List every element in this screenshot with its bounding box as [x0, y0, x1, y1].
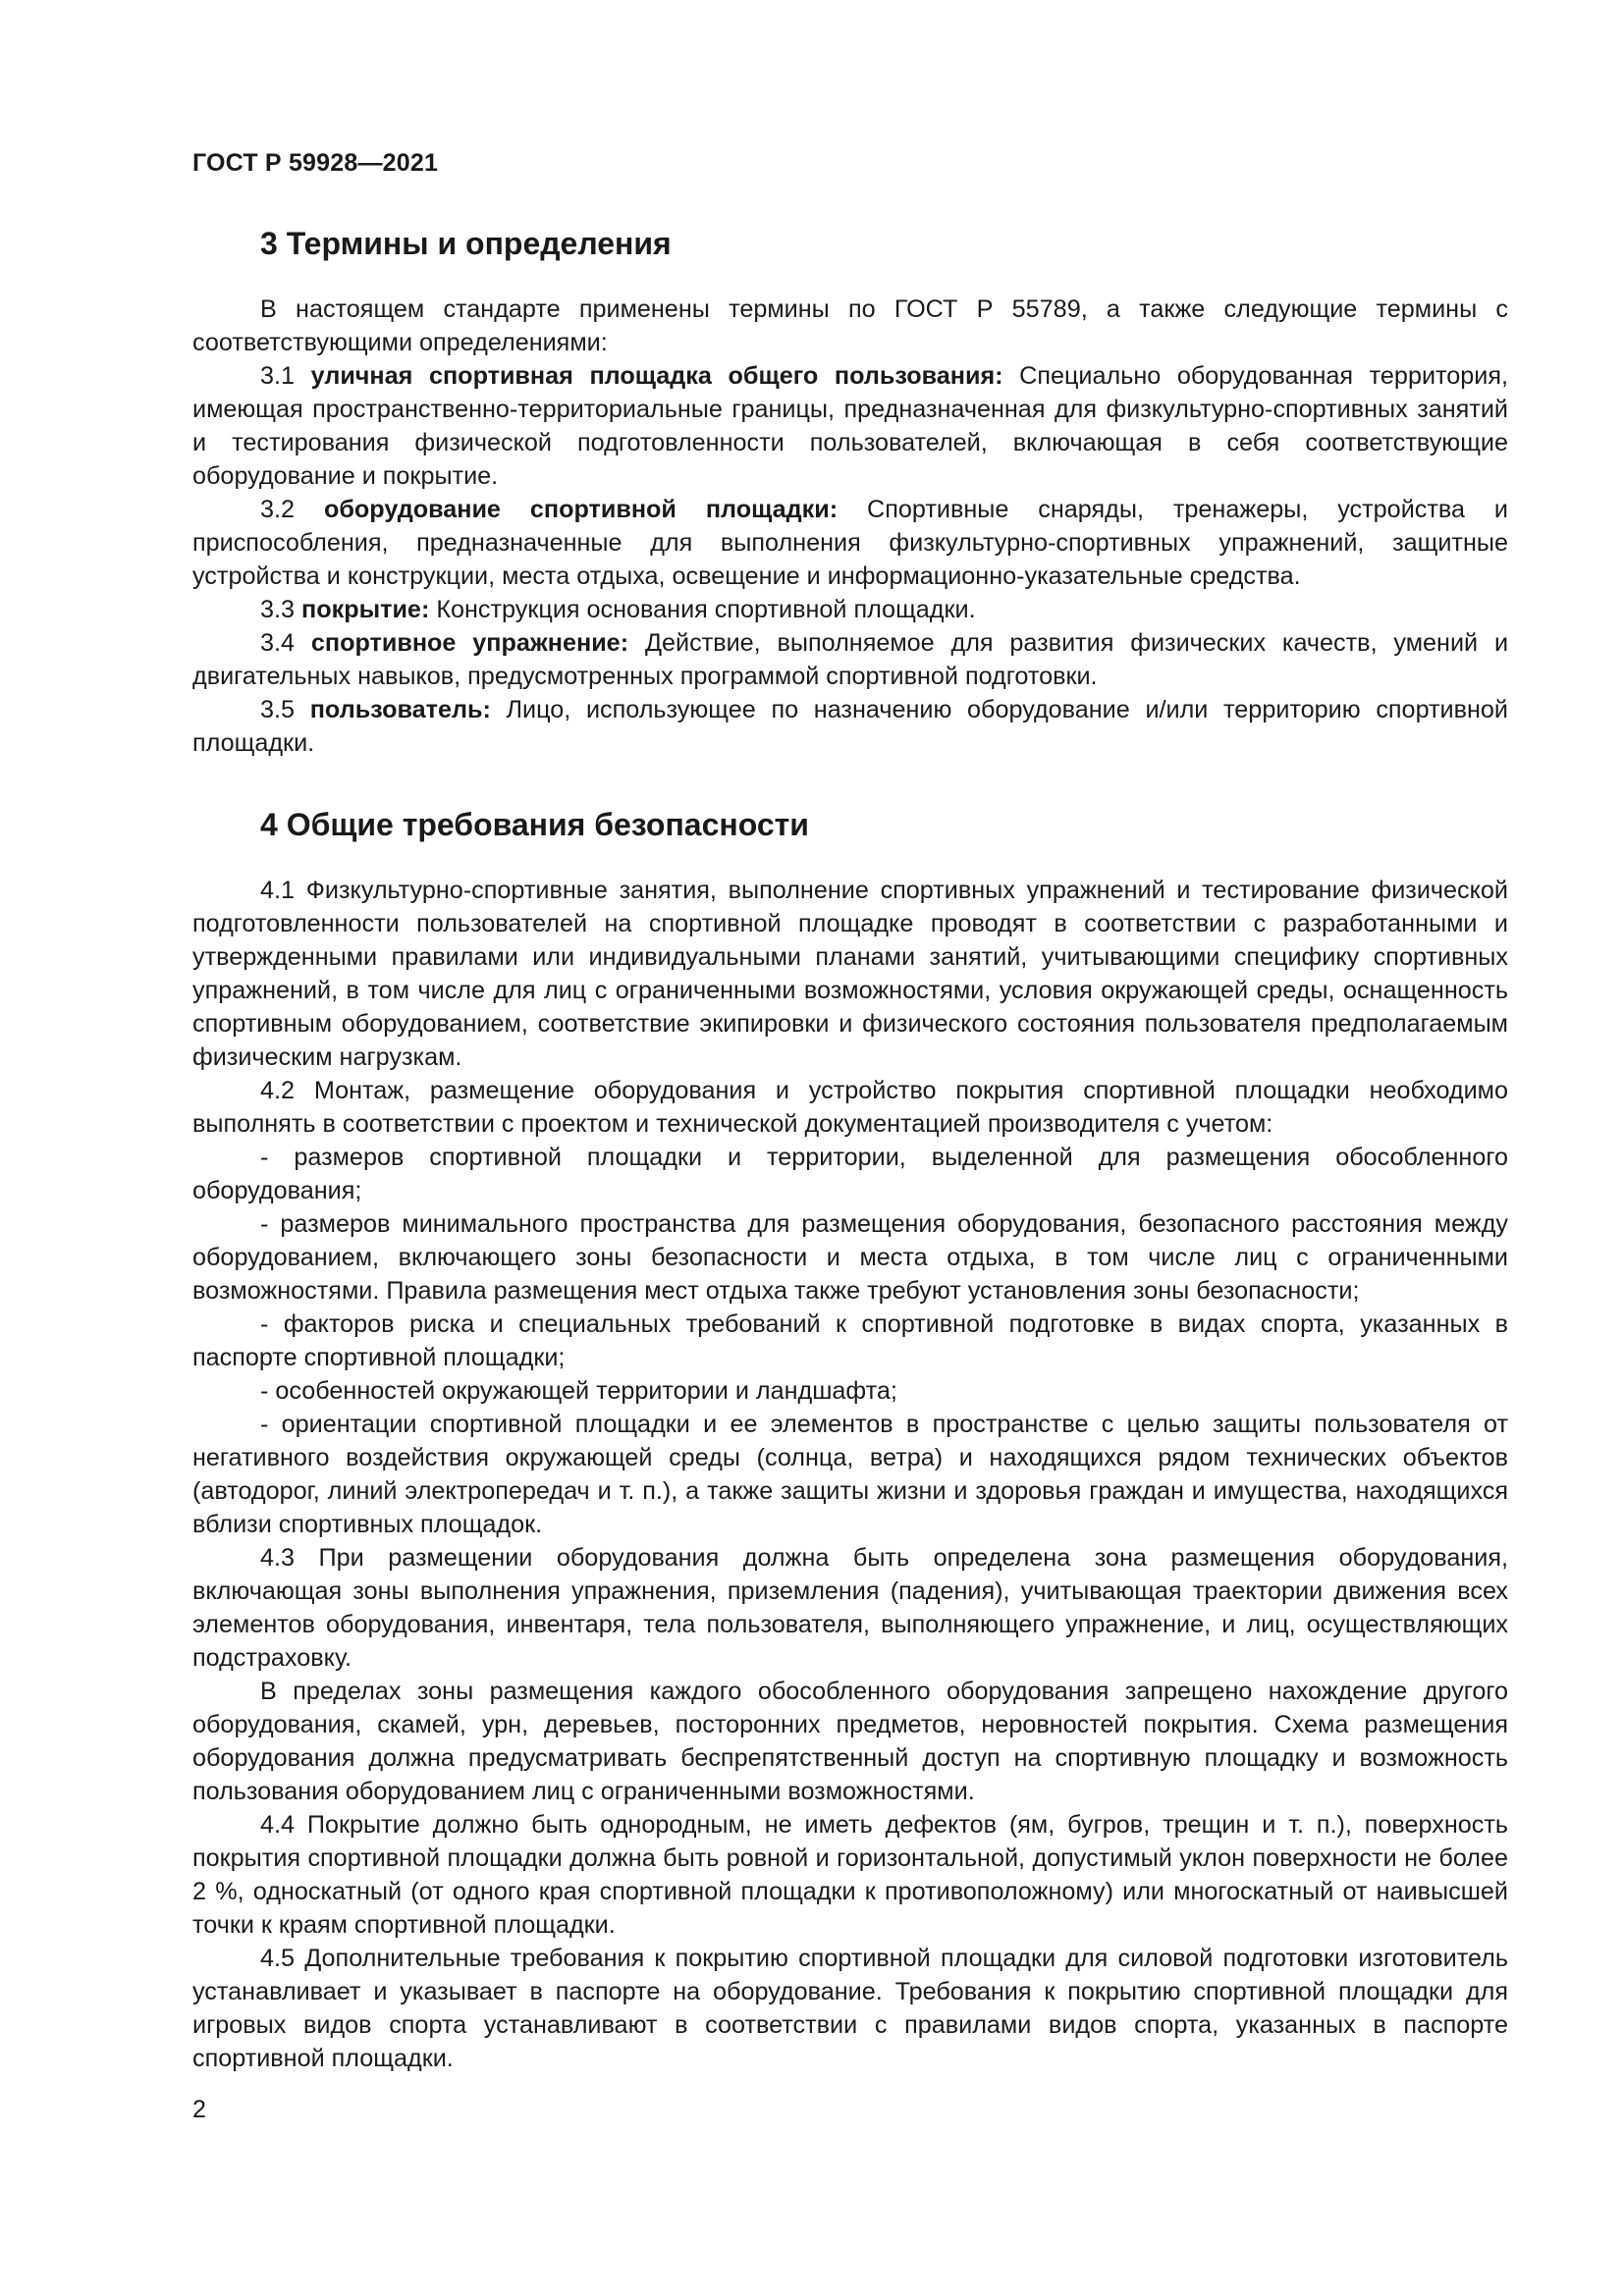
term-definition: [192, 359, 1508, 493]
term-number: 3.1: [260, 362, 311, 390]
paragraph: В настоящем стандарте применены термины по ГОСТ Р 55789, а также следующие термины с соответствующими определениями:: [192, 295, 1508, 356]
list-item: - размеров спортивной площадки и территории, выделенной для размещения обособленного оборудования;: [192, 1144, 1508, 1204]
term-definition: [192, 693, 1508, 760]
term-definition: [192, 493, 1508, 593]
document-body: [192, 222, 1508, 2075]
paragraph: В пределах зоны размещения каждого обособленного оборудования запрещено нахождение другого оборудования, скамей, урн, деревьев, посторонних предметов, неровностей покрытия. Схема размещения оборудования должна предусматривать беспрепятственный доступ на спортивную площадку и возможность пользования оборудованием лиц с ограниченными возможностями.: [192, 1678, 1508, 1805]
paragraph: 4.1 Физкультурно-спортивные занятия, выполнение спортивных упражнений и тестирование физической подготовленности пользователей на спортивной площадке проводят в соответствии с разработанными и утвержденными правилами или индивидуальными планами занятий, учитывающими специфику спортивных упражнений, в том числе для лиц с ограниченными возможностями, условия окружающей среды, оснащенность спортивным оборудованием, соответствие экипировки и физического состояния пользователя предполагаемым физическим нагрузкам.: [192, 877, 1508, 1071]
term-number: 3.2: [260, 496, 324, 523]
term-name: уличная спортивная площадка общего пользования:: [310, 362, 1003, 390]
paragraph: 4.5 Дополнительные требования к покрытию спортивной площадки для силовой подготовки изготовитель устанавливает и указывает в паспорте на оборудование. Требования к покрытию спортивной площадки для игровых видов спорта устанавливают в соответствии с правилами видов спорта, указанных в паспорте спортивной площадки.: [192, 1945, 1508, 2072]
term-text: Лицо, использующее по назначению оборудование и/или территорию спортивной площадки.: [192, 696, 1508, 757]
document-code: ГОСТ Р 59928—2021: [192, 149, 439, 177]
term-name: покрытие:: [301, 596, 430, 623]
term-name: пользователь:: [309, 696, 491, 723]
term-name: оборудование спортивной площадки:: [323, 496, 839, 523]
page-number: 2: [192, 2096, 206, 2123]
term-number: 3.3: [260, 596, 302, 623]
term-number: 3.5: [260, 696, 310, 723]
list-item: - факторов риска и специальных требований к спортивной подготовке в видах спорта, указанных в паспорте спортивной площадки;: [192, 1310, 1508, 1371]
term-definition: [192, 593, 1508, 626]
term-definition: [192, 626, 1508, 693]
list-item: - ориентации спортивной площадки и ее элементов в пространстве с целью защиты пользователя от негативного воздействия окружающей среды (солнца, ветра) и находящихся рядом технических объектов (автодорог, линий электропередач и т. п.), а также защиты жизни и здоровья граждан и имущества, находящихся вблизи спортивных площадок.: [192, 1411, 1508, 1538]
paragraph: 4.2 Монтаж, размещение оборудования и устройство покрытия спортивной площадки необходимо выполнять в соответствии с проектом и технической документацией производителя с учетом:: [192, 1077, 1508, 1138]
section-3-body: [192, 293, 1508, 760]
list-item: - размеров минимального пространства для размещения оборудования, безопасного расстояния между оборудованием, включающего зоны безопасности и места отдыха, в том числе лиц с ограниченными возможностями. Правила размещения мест отдыха также требуют установления зоны безопасности;: [192, 1210, 1508, 1305]
section-3-title: 3 Термины и определения: [260, 226, 672, 261]
term-text: Специально оборудованная территория, имеющая пространственно-территориальные границы, предназначенная для физкультурно-спортивных занятий и тестирования физической подготовленности пользователей, включающая в себя соответствующие оборудование и покрытие.: [192, 362, 1508, 490]
term-text: Действие, выполняемое для развития физических качеств, умений и двигательных навыков, предусмотренных программой спортивной подготовки.: [192, 629, 1509, 690]
paragraph: 4.4 Покрытие должно быть однородным, не иметь дефектов (ям, бугров, трещин и т. п.), поверхность покрытия спортивной площадки должна быть ровной и горизонтальной, допустимый уклон поверхности не более 2 %, односкатный (от одного края спортивной площадки к противоположному) или многоскатный от наивысшей точки к краям спортивной площадки.: [192, 1811, 1508, 1939]
term-text: Конструкция основания спортивной площадки.: [429, 596, 976, 623]
section-4-body: [192, 874, 1508, 2075]
term-number: 3.4: [260, 629, 311, 657]
list-item: - особенностей окружающей территории и ландшафта;: [260, 1377, 897, 1405]
section-4-title: 4 Общие требования безопасности: [260, 807, 809, 842]
term-name: спортивное упражнение:: [310, 629, 629, 657]
paragraph: 4.3 При размещении оборудования должна быть определена зона размещения оборудования, включающая зоны выполнения упражнения, приземления (падения), учитывающая траектории движения всех элементов оборудования, инвентаря, тела пользователя, выполняющего упражнение, и лиц, осуществляющих подстраховку.: [192, 1544, 1508, 1672]
term-text: Спортивные снаряды, тренажеры, устройства и приспособления, предназначенные для выполнения физкультурно-спортивных упражнений, защитные устройства и конструкции, места отдыха, освещение и информационно-указательные средства.: [192, 496, 1508, 590]
